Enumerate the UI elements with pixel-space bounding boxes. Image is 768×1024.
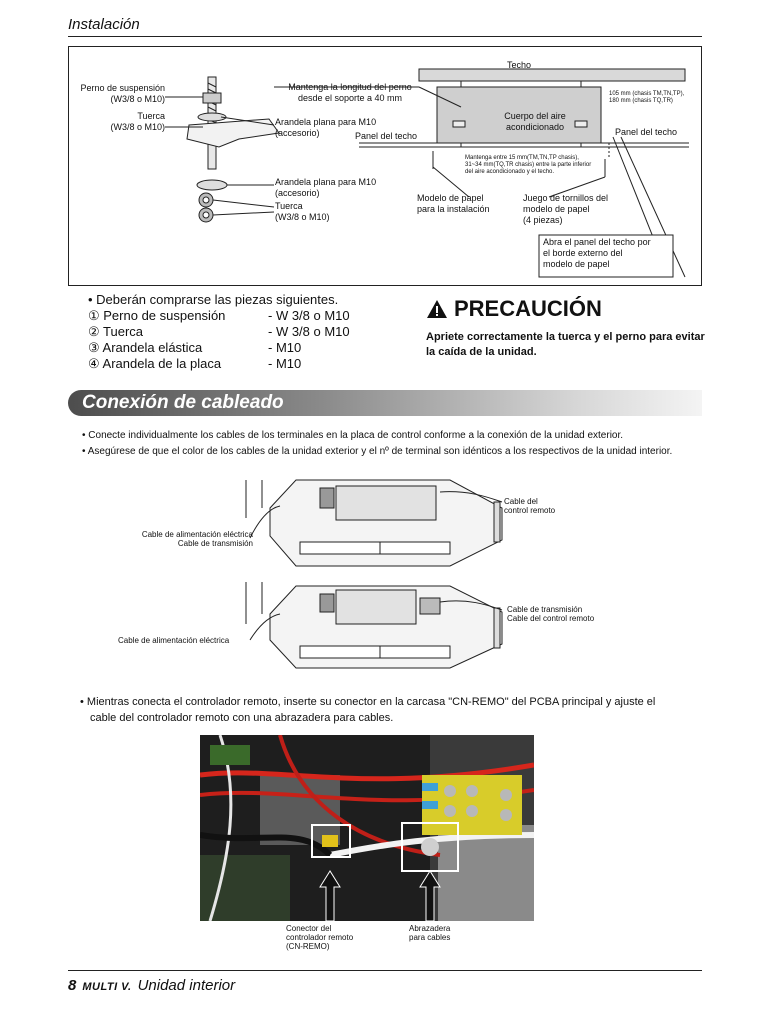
footer-label: Unidad interior [137,977,236,994]
warning-triangle-icon [426,299,448,319]
page-footer [68,977,235,994]
part-spec: - W 3/8 o M10 [268,324,350,339]
part-spec: - M10 [268,340,302,355]
connector-photo [200,735,534,921]
label-nut-bottom: Tuerca (W3/8 o M10) [275,201,330,222]
warning-text: Apriete correctamente la tuerca y el perno para evitar la caída de la unidad. [426,331,705,358]
parts-intro: • Deberán comprarse las piezas siguientes. [88,292,339,307]
caption-remote-connector: Conector del controlador remoto (CN-REMO) [286,924,354,951]
label-transmission-remote-cables-2: Cable de transmisión Cable del control remoto [507,605,595,623]
header-divider [68,36,702,37]
parts-row [88,324,350,340]
part-name: ① Perno de suspensión [88,308,226,323]
instruction-item: • Conecte individualmente los cables de los terminales en la placa de control conforme a la conexión de la unidad exterior. [82,430,624,441]
label-unit-body: Cuerpo del aire acondicionado [504,111,566,132]
parts-row [88,308,350,324]
part-spec: - W 3/8 o M10 [268,308,350,323]
section-title: Conexión de cableado [82,392,284,413]
part-spec: - M10 [268,356,302,371]
label-power-cable-2: Cable de alimentación eléctrica [118,636,230,645]
part-name: ② Tuerca [88,324,144,339]
wiring-diagram-1 [240,478,510,570]
warning-heading [426,296,602,322]
parts-row [88,340,350,356]
wiring-diagram-2 [240,580,510,672]
footer-divider [68,970,702,971]
label-flat-washer-top: Arandela plana para M10 (accesorio) [275,117,377,138]
instruction-item: • Asegúrese de que el color de los cables de la unidad exterior y el nº de terminal son idénticos a los respectivos de la unidad interior. [82,446,673,457]
label-keep-bolt-length: Mantenga la longitud del perno desde el soporte a 40 mm [288,82,412,103]
parts-list [88,292,350,372]
label-ceiling: Techo [507,60,532,70]
label-chassis-note: 105 mm (chasis TM,TN,TP), 180 mm (chasis TQ,TR) [609,91,685,104]
remote-controller-instruction: • Mientras conecta el controlador remoto, inserte su conector en la carcasa "CN-REMO" del PCBA principal y ajuste el cable del controlador remoto con una abrazadera para cables. [80,696,656,724]
bolt-assembly [165,77,279,222]
label-power-transmission-cable-1: Cable de alimentación eléctrica Cable de transmisión [141,530,253,548]
label-ceiling-panel-right: Panel del techo [615,127,678,137]
installation-diagram [68,46,702,286]
caption-cable-clamp: Abrazadera para cables [409,924,451,942]
part-name: ④ Arandela de la placa [88,356,222,371]
wiring-instructions [82,428,702,460]
label-ceiling-panel-left: Panel del techo [355,131,418,141]
label-flat-washer-bottom: Arandela plana para M10 (accesorio) [275,177,377,198]
part-name: ③ Arandela elástica [88,340,203,355]
label-suspension-bolt: Perno de suspensión (W3/8 o M10) [80,83,165,104]
page-header-title: Instalación [68,16,140,33]
label-remote-cable-1: Cable del control remoto [504,497,556,515]
brand-logo: MULTI V. [82,981,132,993]
label-gap-note: Mantenga entre 15 mm(TM,TN,TP chasis), 31~34 mm(TQ,TR chasis) entre la parte inferior del aire acondicionado y el techo. [465,155,592,175]
label-screw-set: Juego de tornillos del modelo de papel (4 piezas) [523,193,609,225]
connector-photo-image [200,735,534,921]
warning-title: PRECAUCIÓN [454,296,602,321]
label-nut-top: Tuerca (W3/8 o M10) [110,111,165,132]
parts-row [88,356,350,372]
label-paper-model: Modelo de papel para la instalación [417,193,490,214]
page-number: 8 [68,977,77,994]
label-open-panel: Abra el panel del techo por el borde externo del modelo de papel [543,237,651,269]
